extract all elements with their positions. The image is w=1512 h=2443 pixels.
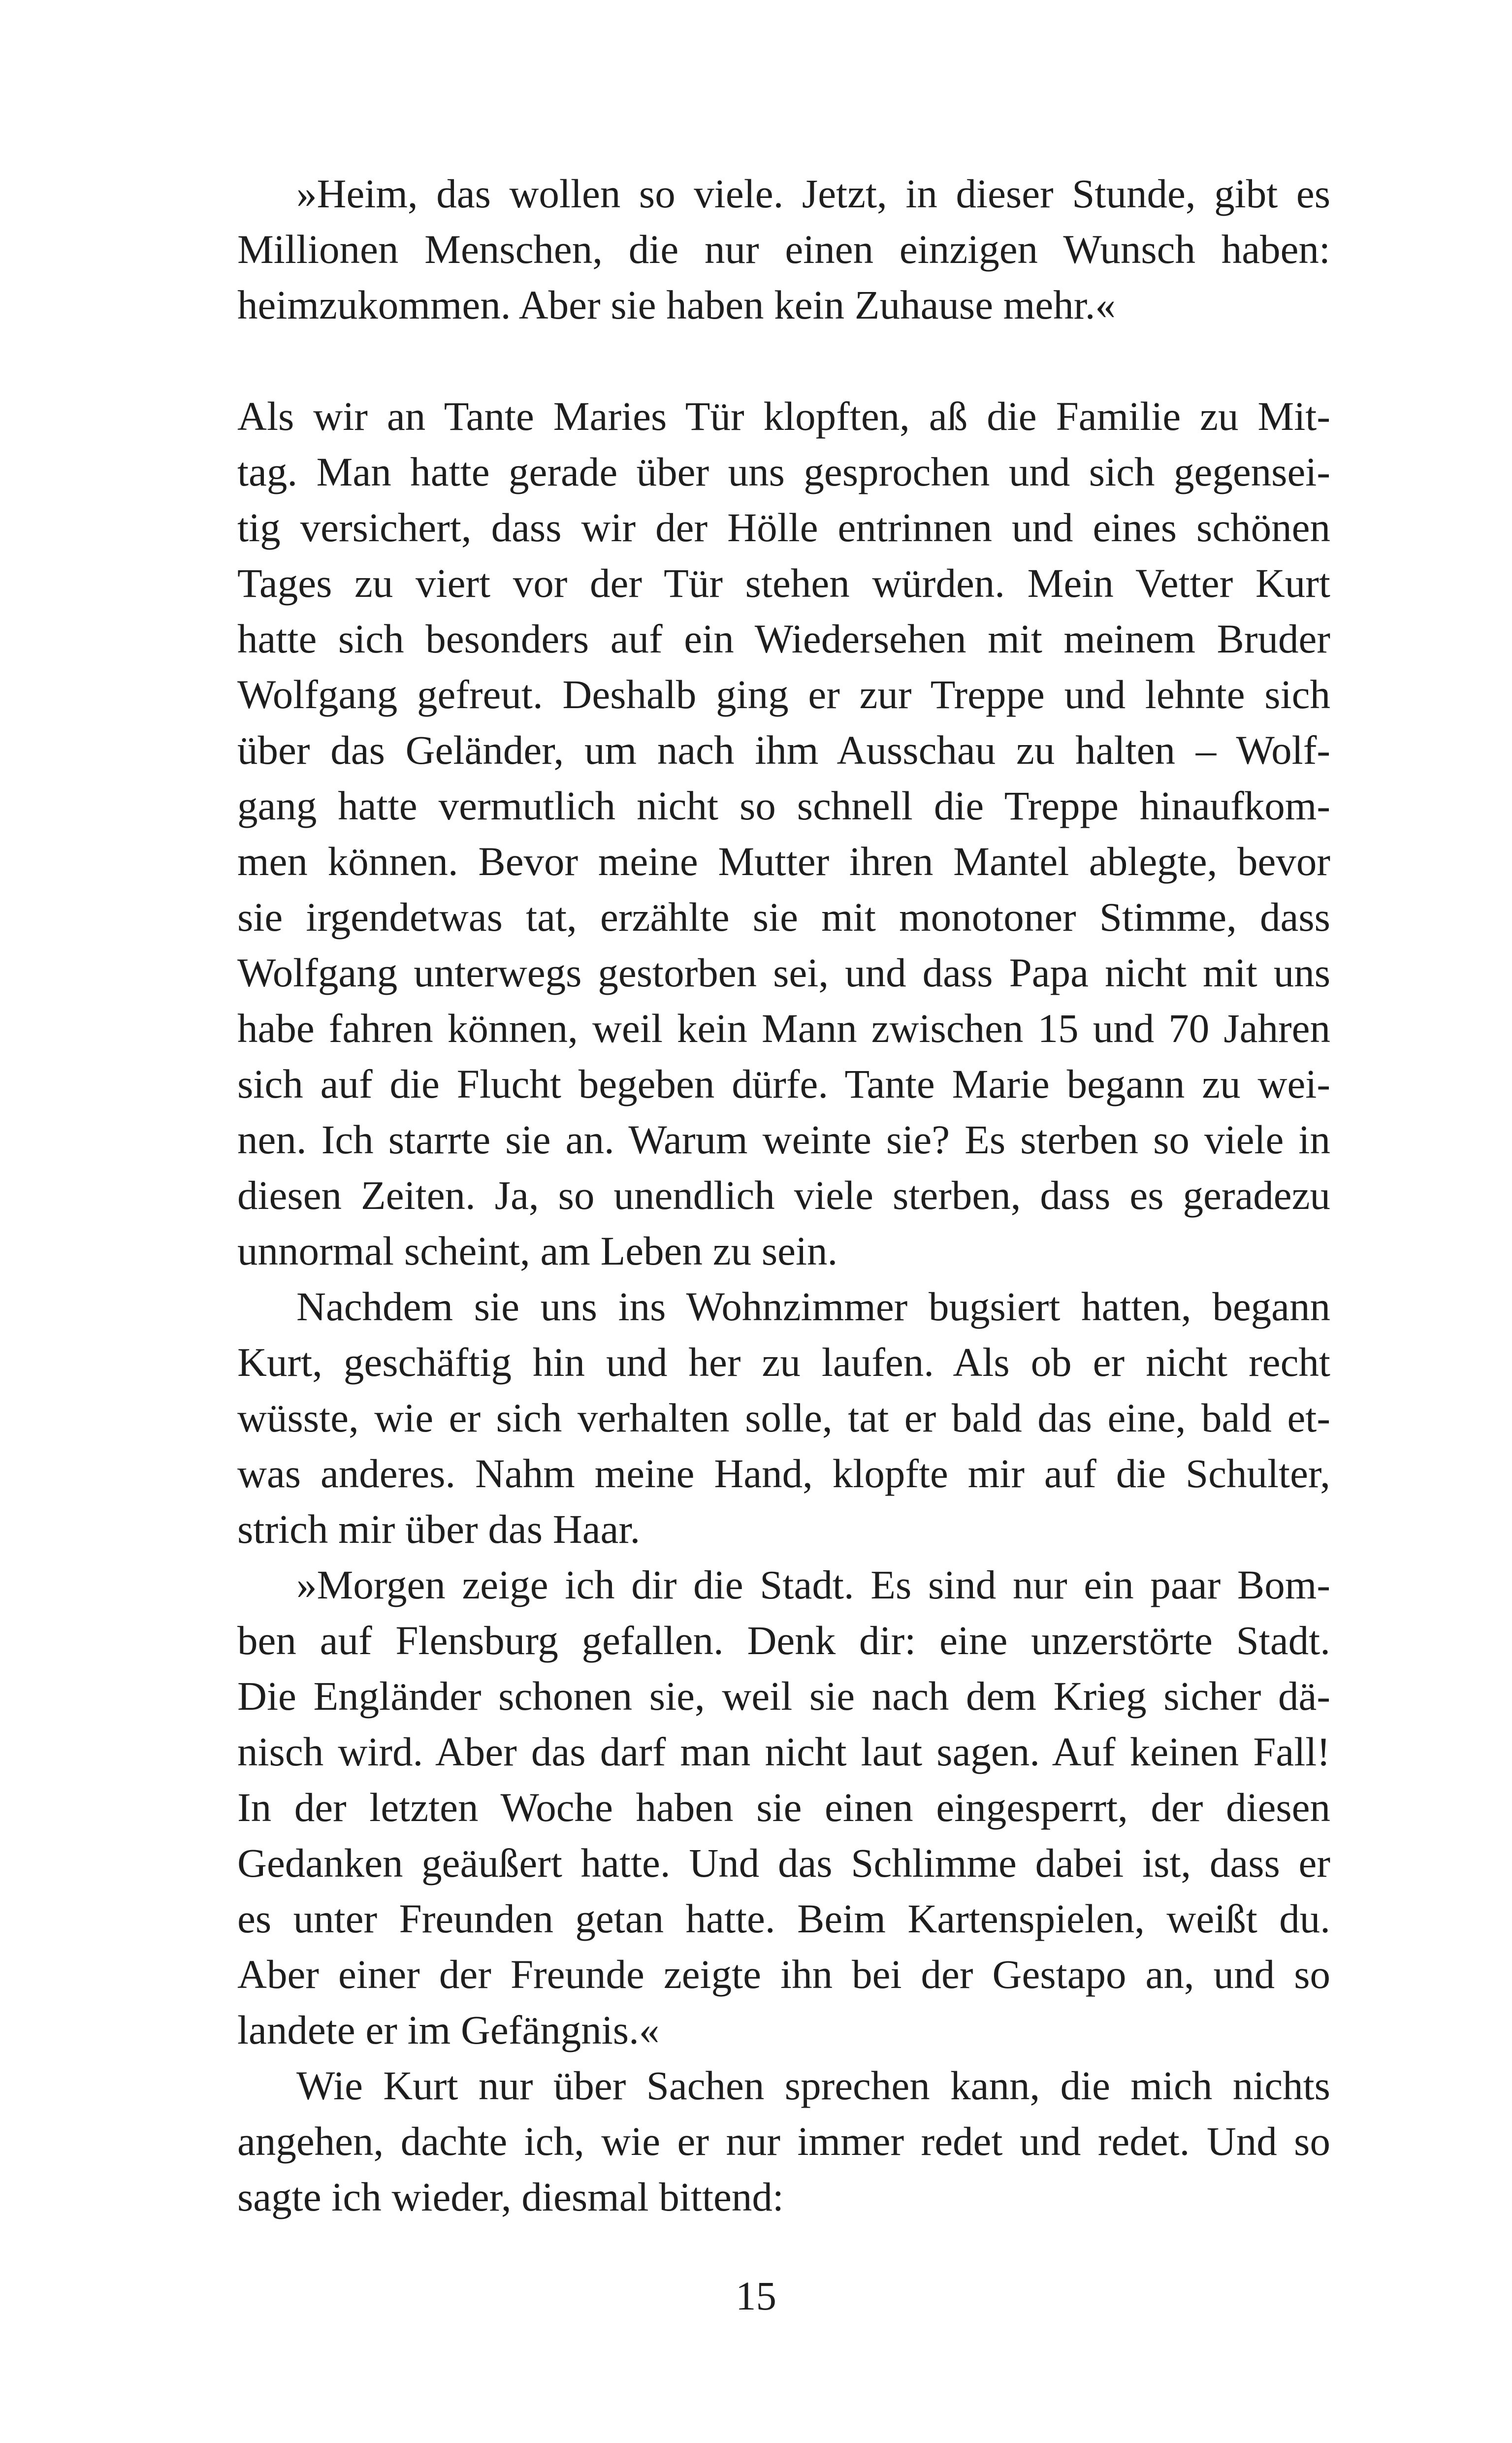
text-line: was anderes. Nahm meine Hand, klopfte mir auf die Schulter, <box>237 1451 1330 1496</box>
text-line: Die Engländer schonen sie, weil sie nach dem Krieg sicher dä- <box>237 1673 1330 1719</box>
text-line: wüsste, wie er sich verhalten solle, tat er bald das eine, bald et- <box>237 1395 1330 1440</box>
text-line: Wie Kurt nur über Sachen sprechen kann, die mich nichts <box>296 2063 1330 2108</box>
text-line: nen. Ich starrte sie an. Warum weinte sie? Es sterben so viele in <box>237 1117 1330 1162</box>
text-line: Gedanken geäußert hatte. Und das Schlimme dabei ist, dass er <box>237 1840 1330 1886</box>
text-line: diesen Zeiten. Ja, so unendlich viele sterben, dass es geradezu <box>237 1173 1330 1218</box>
text-line: »Heim, das wollen so viele. Jetzt, in dieser Stunde, gibt es <box>296 171 1330 216</box>
text-line: In der letzten Woche haben sie einen eingesperrt, der diesen <box>237 1785 1330 1830</box>
text-line: Nachdem sie uns ins Wohnzimmer bugsiert hatten, begann <box>296 1284 1330 1329</box>
text-line: strich mir über das Haar. <box>237 1506 641 1552</box>
text-line: men können. Bevor meine Mutter ihren Mantel ablegte, bevor <box>237 839 1330 884</box>
text-line: unnormal scheint, am Leben zu sein. <box>237 1228 838 1273</box>
body-text <box>237 166 1330 2225</box>
text-line: Millionen Menschen, die nur einen einzigen Wunsch haben: <box>237 227 1330 272</box>
text-line: Wolfgang gefreut. Deshalb ging er zur Treppe und lehnte sich <box>237 672 1330 717</box>
text-line: gang hatte vermutlich nicht so schnell die Treppe hinaufkom- <box>237 783 1330 828</box>
text-line: tag. Man hatte gerade über uns gesprochen und sich gegensei- <box>237 449 1330 494</box>
text-line: sich auf die Flucht begeben dürfe. Tante Marie begann zu wei- <box>237 1061 1330 1107</box>
text-line: nisch wird. Aber das darf man nicht laut sagen. Auf keinen Fall! <box>237 1729 1330 1774</box>
page-number: 15 <box>736 2273 776 2318</box>
paragraph <box>237 389 1330 1279</box>
text-line: Als wir an Tante Maries Tür klopften, aß die Familie zu Mit- <box>237 393 1330 439</box>
text-line: Aber einer der Freunde zeigte ihn bei der Gestapo an, und so <box>237 1952 1330 1997</box>
text-line: sie irgendetwas tat, erzählte sie mit monotoner Stimme, dass <box>237 894 1330 940</box>
section-break <box>237 333 1330 389</box>
paragraph <box>237 1557 1330 2058</box>
text-line: ben auf Flensburg gefallen. Denk dir: eine unzerstörte Stadt. <box>237 1618 1330 1663</box>
text-line: heimzukommen. Aber sie haben kein Zuhause mehr.« <box>237 282 1116 327</box>
paragraph <box>237 2058 1330 2225</box>
paragraph <box>237 1279 1330 1557</box>
text-line: tig versichert, dass wir der Hölle entrinnen und eines schönen <box>237 505 1330 550</box>
text-line: Kurt, geschäftig hin und her zu laufen. Als ob er nicht recht <box>237 1339 1330 1385</box>
text-line: landete er im Gefängnis.« <box>237 2007 660 2052</box>
paragraph <box>237 166 1330 333</box>
text-line: Tages zu viert vor der Tür stehen würden. Mein Vetter Kurt <box>237 560 1330 606</box>
text-line: angehen, dachte ich, wie er nur immer redet und redet. Und so <box>237 2118 1330 2164</box>
text-line: »Morgen zeige ich dir die Stadt. Es sind nur ein paar Bom- <box>296 1562 1330 1607</box>
text-line: sagte ich wieder, diesmal bittend: <box>237 2174 784 2219</box>
text-line: habe fahren können, weil kein Mann zwischen 15 und 70 Jahren <box>237 1006 1330 1051</box>
text-line: Wolfgang unterwegs gestorben sei, und dass Papa nicht mit uns <box>237 950 1330 995</box>
text-line: über das Geländer, um nach ihm Ausschau zu halten – Wolf- <box>237 727 1330 773</box>
text-line: es unter Freunden getan hatte. Beim Kartenspielen, weißt du. <box>237 1896 1330 1941</box>
text-line: hatte sich besonders auf ein Wiedersehen mit meinem Bruder <box>237 616 1330 661</box>
